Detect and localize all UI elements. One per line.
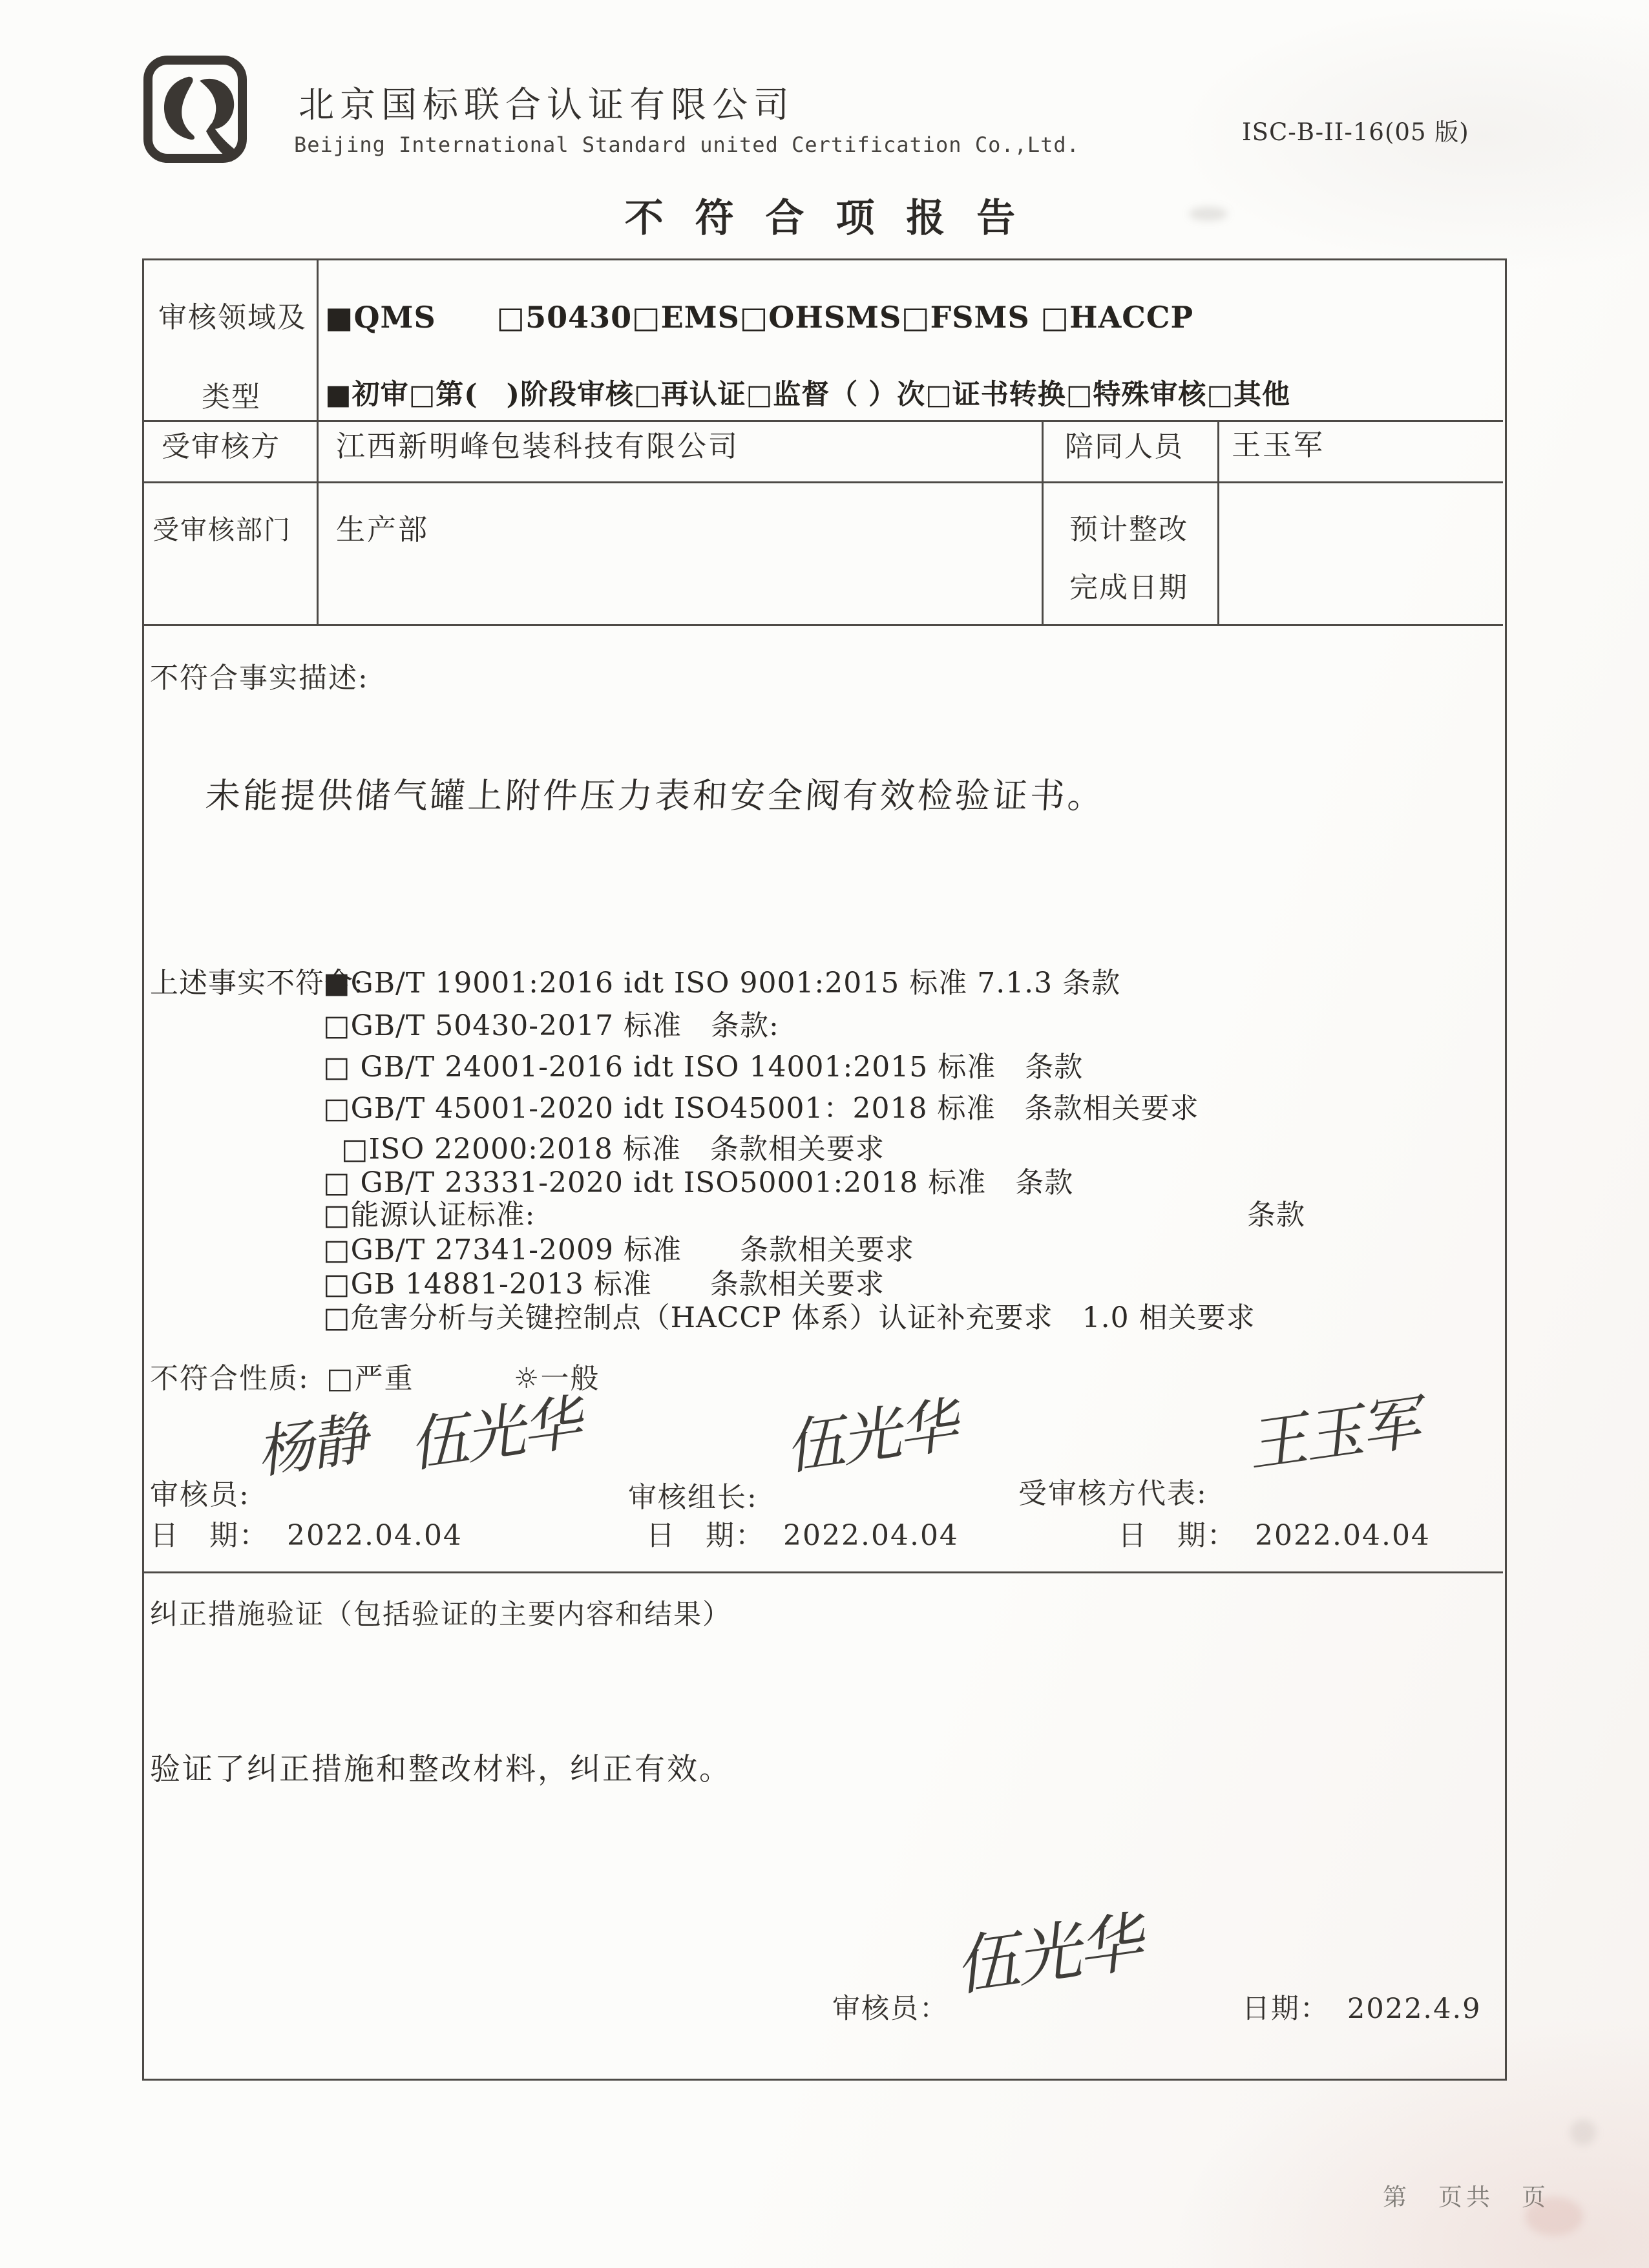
company-name-en: Beijing International Standard united Certification Co.,Ltd. (294, 132, 1080, 157)
standard-item-qms: ■GB/T 19001:2016 idt ISO 9001:2015 标准 7.1.3 条款 (323, 967, 1121, 1000)
corrective-section-label: 纠正措施验证（包括验证的主要内容和结果） (150, 1599, 731, 1631)
auditor-signature-2: 伍光华 (404, 1388, 583, 1480)
standards-intro-label: 上述事实不符合: (150, 967, 364, 1000)
company-logo-icon (139, 55, 284, 170)
page-number-footer: 第 页共 页 (1383, 2183, 1549, 2211)
company-name-cn: 北京国标联合认证有限公司 (299, 84, 795, 125)
corrective-date (1242, 1995, 1481, 2023)
standard-item-fsms: □ISO 22000:2018 标准 条款相关要求 (341, 1133, 885, 1166)
column-divider (1042, 420, 1044, 624)
standard-item-ems: □ GB/T 24001-2016 idt ISO 14001:2015 标准 条款 (323, 1051, 1084, 1084)
standard-item-energy-cert: □能源认证标准: (323, 1199, 536, 1232)
team-leader-signature: 伍光华 (781, 1391, 960, 1483)
audit-type-checkbox-line: ■初审□第( )阶段审核□再认证□监督（ ）次□证书转换□特殊审核□其他 (325, 379, 1291, 411)
standard-item-50430: □GB/T 50430-2017 标准 条款: (323, 1009, 779, 1042)
row-divider (142, 420, 1503, 422)
date-value: 2022.4.9 (1347, 1993, 1482, 2025)
date-label: 日期： (1242, 1993, 1329, 2025)
standard-item-energy-iso50001: □ GB/T 23331-2020 idt ISO50001:2018 标准 条款 (323, 1166, 1074, 1199)
auditor-signature-1: 杨静 (252, 1405, 370, 1486)
form-code: ISC-B-II-16(05 版) (1242, 118, 1469, 146)
severity-label: 不符合性质: (150, 1362, 310, 1395)
nonconformity-fact-text: 未能提供储气罐上附件压力表和安全阀有效检验证书。 (204, 775, 1106, 816)
planned-correction-label-line2: 完成日期 (1069, 571, 1188, 604)
auditor-label: 审核员: (150, 1478, 250, 1511)
scan-artifact (1189, 207, 1228, 221)
standard-item-haccp: □危害分析与关键控制点（HACCP 体系）认证补充要求 1.0 相关要求 (323, 1301, 1255, 1334)
auditee-rep-label: 受审核方代表: (1018, 1477, 1208, 1510)
scan-artifact (1525, 2197, 1583, 2236)
auditee-rep-signature: 王玉军 (1243, 1388, 1422, 1480)
auditor-date (150, 1519, 463, 1552)
audit-scope-checkbox-line: ■QMS □50430□EMS□OHSMS□FSMS □HACCP (325, 300, 1194, 335)
team-leader-date (646, 1519, 959, 1552)
audit-scope-label-line1: 审核领域及 (158, 301, 307, 334)
date-value: 2022.04.04 (1255, 1519, 1431, 1552)
auditee-name: 江西新明峰包装科技有限公司 (336, 429, 740, 463)
page-title: 不 符 合 项 报 告 (624, 196, 1025, 241)
standard-item-energy-clause: 条款 (1247, 1199, 1305, 1232)
column-divider (1217, 420, 1219, 624)
corrective-auditor-label: 审核员： (832, 1993, 949, 2025)
row-divider (142, 1571, 1503, 1573)
date-label: 日 期： (150, 1519, 269, 1552)
corrective-result-text: 验证了纠正措施和整改材料，纠正有效。 (150, 1752, 731, 1787)
column-divider (317, 258, 319, 624)
accompanying-person-name: 王玉军 (1232, 428, 1325, 462)
date-label: 日 期： (646, 1519, 765, 1552)
audit-scope-label-line2: 类型 (202, 381, 261, 414)
standard-item-14881: □GB 14881-2013 标准 条款相关要求 (323, 1268, 885, 1301)
audited-department-name: 生产部 (336, 512, 430, 547)
severity-option-general: ☼一般 (514, 1362, 600, 1395)
standard-item-ohsms: □GB/T 45001-2020 idt ISO45001：2018 标准 条款相关要求 (323, 1092, 1199, 1125)
standard-item-27341: □GB/T 27341-2009 标准 条款相关要求 (323, 1234, 915, 1266)
planned-correction-label-line1: 预计整改 (1069, 513, 1188, 546)
nonconformity-section-label: 不符合事实描述: (150, 662, 369, 695)
audited-department-label: 受审核部门 (152, 514, 291, 545)
row-divider (142, 481, 1503, 483)
scan-artifact (1570, 2119, 1596, 2145)
corrective-auditor-signature: 伍光华 (949, 1904, 1145, 2005)
date-value: 2022.04.04 (783, 1519, 959, 1552)
auditee-label: 受审核方 (162, 430, 280, 463)
date-label: 日 期： (1118, 1519, 1237, 1552)
accompanying-person-label: 陪同人员 (1065, 430, 1184, 463)
auditee-rep-date (1118, 1519, 1431, 1552)
row-divider (142, 624, 1503, 626)
team-leader-label: 审核组长: (628, 1481, 758, 1514)
severity-option-serious: □严重 (326, 1362, 414, 1395)
date-value: 2022.04.04 (287, 1519, 463, 1552)
